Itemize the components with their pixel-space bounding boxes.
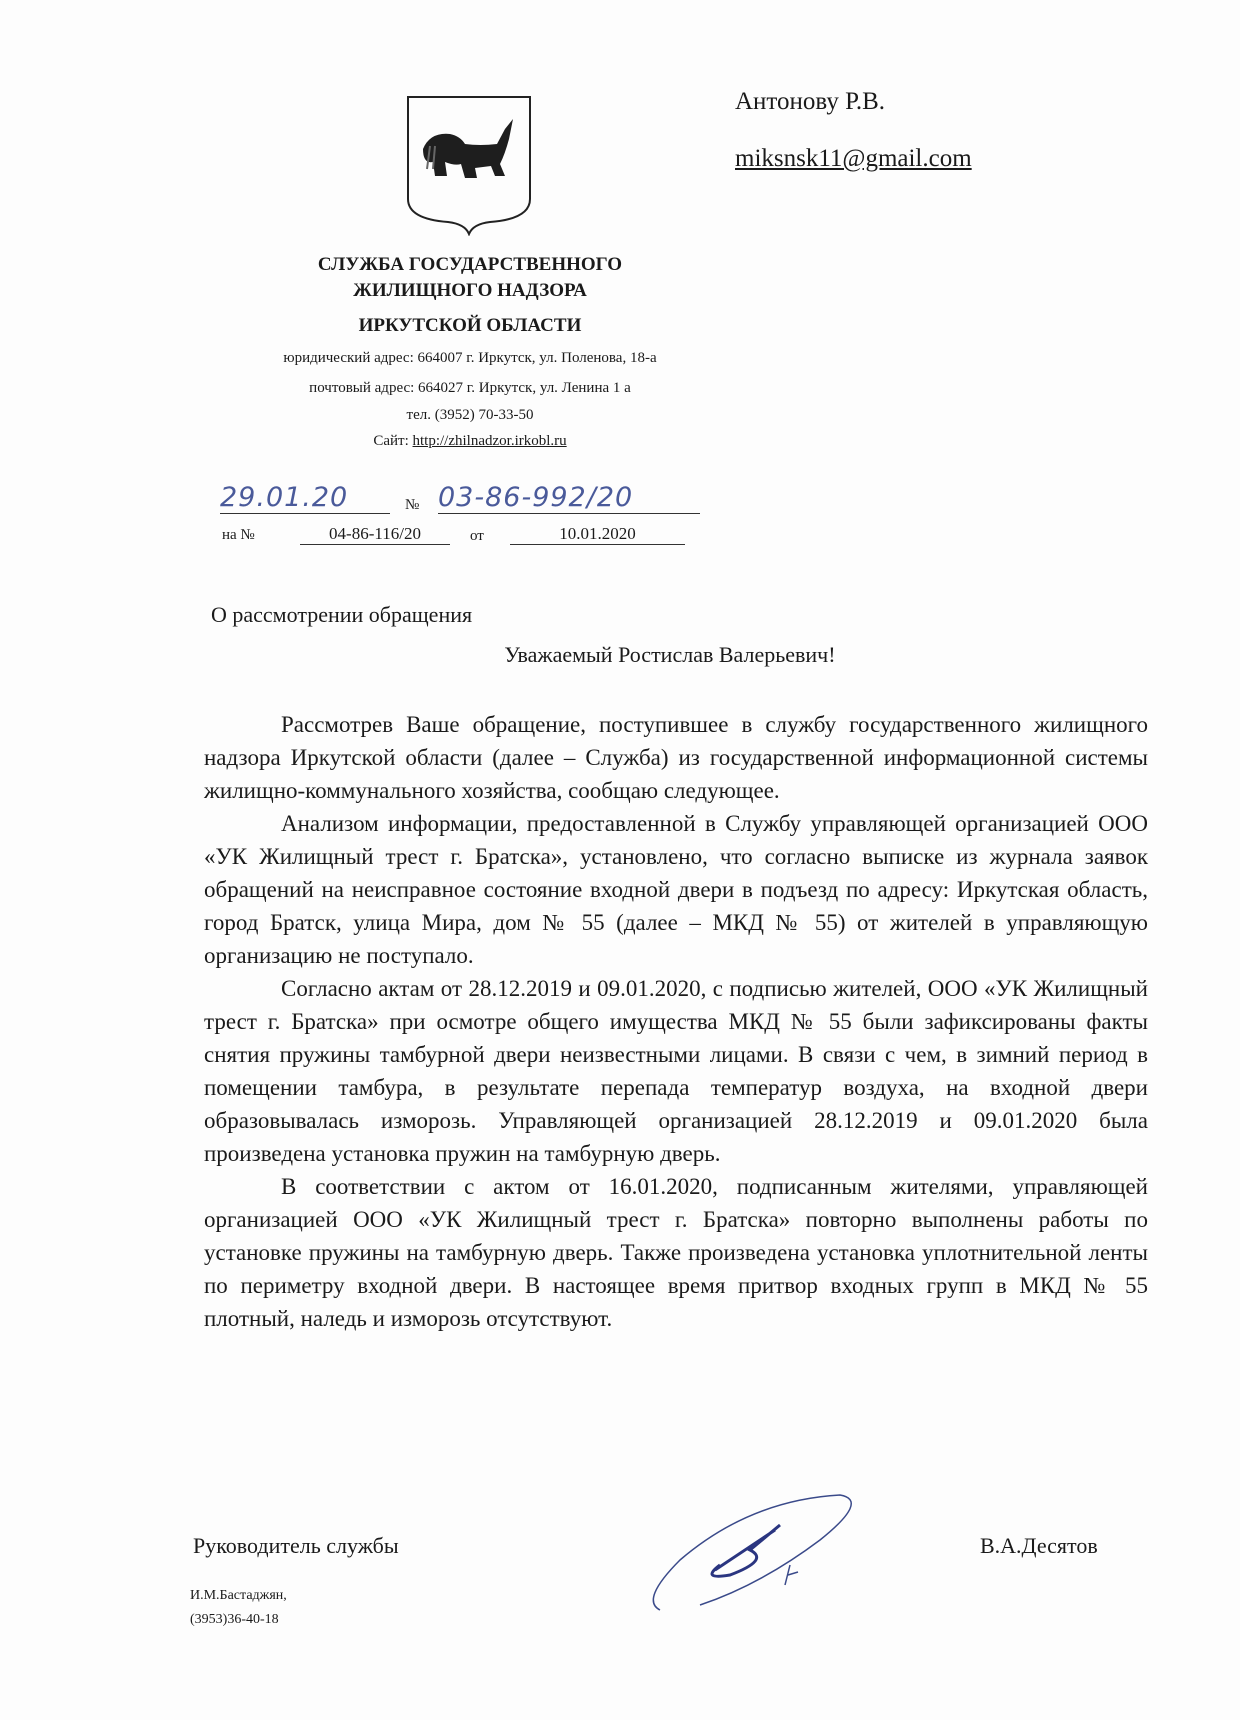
website [200, 433, 740, 450]
signer-position: Руководитель службы [193, 1533, 399, 1558]
reply-to-date: 10.01.2020 [510, 524, 685, 545]
registration-number: 03-86-992/20 [438, 482, 700, 514]
body-paragraph: Согласно актам от 28.12.2019 и 09.01.2020, с подписью жителей, ООО «УК Жилищный трест г. Братска» при осмотре общего имущества МКД № 55 были зафиксированы факты снятия пружины тамбурной двери неизвестными лицами. В связи с чем, в зимний период в помещении тамбура, в результате перепада температур воздуха, на входной двери образовывалась изморозь. Управляющей организацией 28.12.2019 и 09.01.2020 была произведена установка пружин на тамбурную дверь. [204, 976, 1148, 1166]
signer-name: В.А.Десятов [980, 1533, 1098, 1558]
postal-address: почтовый адрес: 664027 г. Иркутск, ул. Ленина 1 а [309, 380, 631, 396]
from-label: от [470, 528, 484, 544]
greeting: Уважаемый Ростислав Валерьевич! [504, 642, 836, 667]
number-label: № [405, 497, 420, 513]
org-name-line1: СЛУЖБА ГОСУДАРСТВЕННОГО [317, 254, 623, 275]
phone: тел. (3952) 70-33-50 [406, 407, 534, 423]
legal-address: юридический адрес: 664007 г. Иркутск, ул. Поленова, 18-а [283, 350, 657, 366]
site-label: Сайт: [373, 433, 409, 449]
body-paragraph: Анализом информации, предоставленной в Службу управляющей организацией ООО «УК Жилищный трест г. Братска», установлено, что согласно выписке из журнала заявок обращений на неисправное состояние входной двери в подъезд по адресу: Иркутская область, город Братск, улица Мира, дом № 55 (далее – МКД № 55) от жителей в управляющую организацию не поступало. [204, 811, 1148, 968]
recipient-email[interactable]: miksnsk11@gmail.com [735, 145, 972, 172]
letter-body [204, 708, 1148, 1335]
body-paragraph: В соответствии с актом от 16.01.2020, подписанным жителями, управляющей организацией ООО «УК Жилищный трест г. Братска» повторно выполнены работы по установке пружины на тамбурную дверь. Также произведена установка уплотнительной ленты по периметру входной двери. В настоящее время притвор входных групп в МКД № 55 плотный, наледь и изморозь отсутствуют. [204, 1174, 1148, 1331]
reply-to-number: 04-86-116/20 [300, 524, 450, 545]
irkutsk-coat-of-arms-emblem [405, 94, 533, 236]
body-paragraph: Рассмотрев Ваше обращение, поступившее в службу государственного жилищного надзора Иркутской области (далее – Служба) из государственной информационной системы жилищно-коммунального хозяйства, сообщаю следующее. [204, 712, 1148, 803]
org-name-line3: ИРКУТСКОЙ ОБЛАСТИ [358, 315, 582, 336]
site-link[interactable]: http://zhilnadzor.irkobl.ru [412, 433, 567, 449]
executor-phone: (3953)36-40-18 [190, 1612, 279, 1627]
letter-subject: О рассмотрении обращения [211, 602, 473, 627]
executor-name: И.М.Бастаджян, [190, 1588, 287, 1603]
reply-to-label: на № [222, 527, 255, 543]
org-name-line2: ЖИЛИЩНОГО НАДЗОРА [353, 280, 587, 301]
registration-date: 29.01.20 [220, 482, 390, 514]
handwritten-signature [640, 1490, 870, 1620]
recipient-name: Антонову Р.В. [735, 88, 886, 115]
